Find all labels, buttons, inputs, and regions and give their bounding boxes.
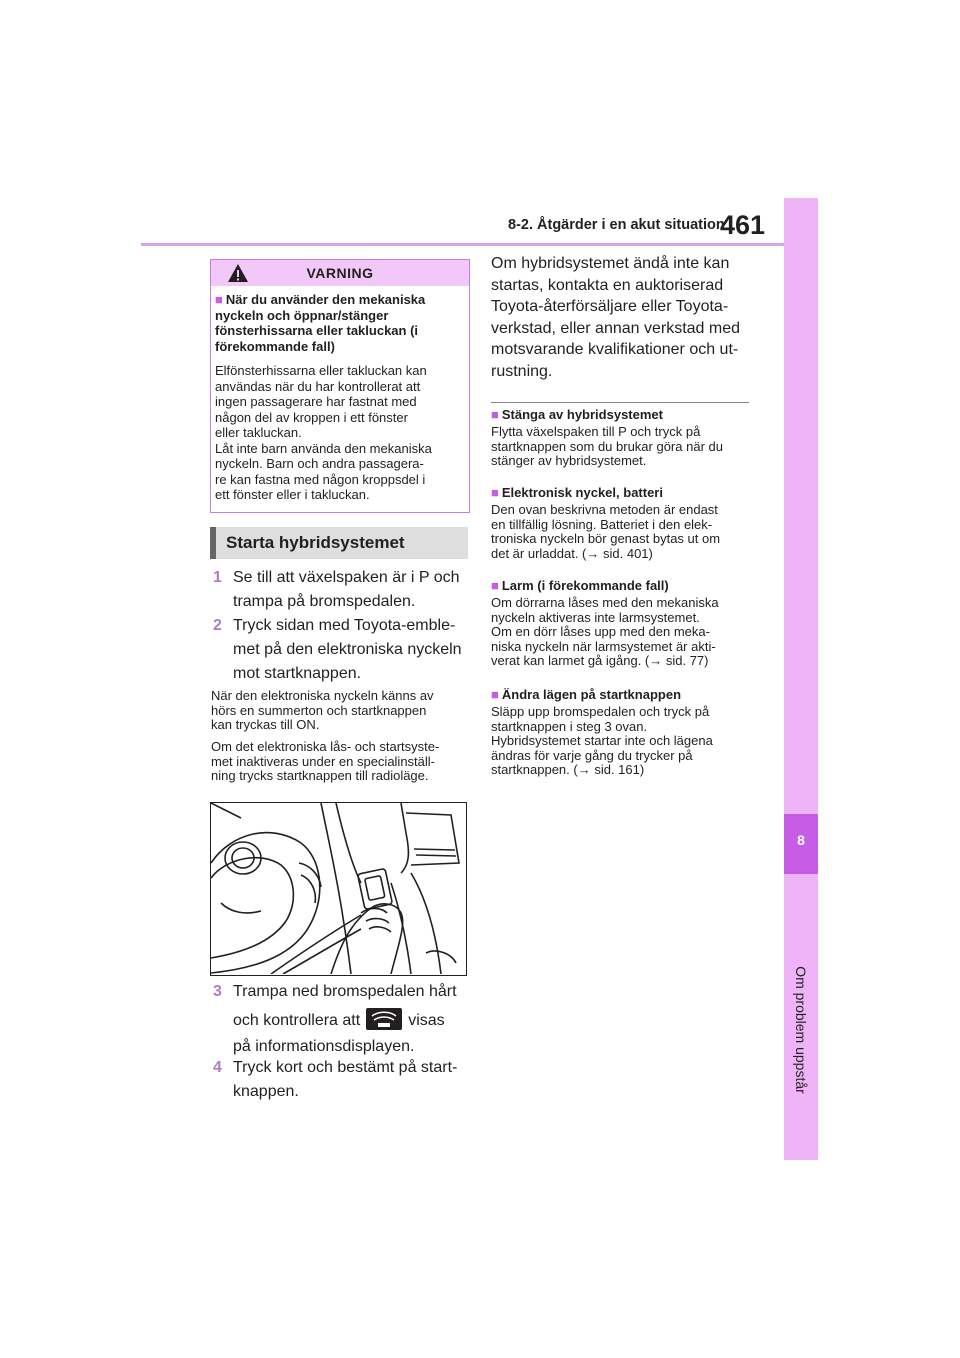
step-4: 4 Tryck kort och bestämt på start- knappen. bbox=[213, 1059, 458, 1100]
steering-wheel-illustration bbox=[211, 803, 465, 974]
step-2: 2 Tryck sidan med Toyota-emble- met på den elektroniska nyckeln mot startknappen. bbox=[213, 617, 462, 682]
note-custom-setting: Om det elektroniska lås- och startsyste- met inaktiveras under en specialinställ- ning trycks startknappen till radioläge. bbox=[211, 739, 440, 783]
note-key-detected: När den elektroniska nyckeln känns av hörs en summerton och startknappen kan tryckas till ON. bbox=[211, 688, 434, 732]
bullet-square-icon: ■ bbox=[215, 292, 223, 307]
illustration-key-to-start-button bbox=[210, 802, 467, 976]
chapter-number: 8 bbox=[797, 832, 805, 848]
bullet-square-icon: ■ bbox=[491, 485, 499, 500]
right-section-start-modes: ■ Ändra lägen på startknappen Släpp upp bromspedalen och tryck på startknappen i steg 3 ovan. Hybridsystemet startar inte och lägena ändras för varje gång du trycker på startknappen. (→ sid. 161) bbox=[491, 687, 713, 777]
right-section-key-battery: ■ Elektronisk nyckel, batteri Den ovan beskrivna metoden är endast en tillfällig lösning. Batteriet i den elek- troniska nyckeln bör genast bytas ut om det är urladdat. (→ sid. 401) bbox=[491, 485, 721, 561]
page-number: 461 bbox=[720, 210, 766, 240]
right-divider bbox=[491, 402, 749, 403]
step-1: 1 Se till att växelspaken är i P och trampa på bromspedalen. bbox=[213, 569, 460, 610]
right-section-alarm: ■ Larm (i förekommande fall) Om dörrarna låses med den mekaniska nyckeln aktiveras inte larmsystemet. Om en dörr låses upp med den meka- niska nyckeln när larmsystemet är akti- verat kan larmet gå igång. (→ sid. 77) bbox=[491, 578, 719, 668]
section-header: 8-2. Åtgärder i en akut situation bbox=[508, 217, 725, 233]
step-3: 3 Trampa ned bromspedalen hårt och kontrollera att visas på informationsdisplayen. bbox=[213, 983, 457, 1055]
right-section-stop-hybrid: ■ Stänga av hybridsystemet Flytta växelspaken till P och tryck på startknappen som du brukar göra när du stänger av hybridsystemet. bbox=[491, 407, 723, 468]
right-intro-paragraph: Om hybridsystemet ändå inte kan startas, kontakta en auktoriserad Toyota-återförsäljare eller Toyota- verkstad, eller annan verkstad med motsvarande kvalifikationer och ut- rustning. bbox=[491, 255, 741, 380]
warning-title: VARNING bbox=[306, 265, 374, 281]
header-divider bbox=[141, 243, 784, 246]
brake-indicator-icon bbox=[366, 1008, 402, 1030]
bullet-square-icon: ■ bbox=[491, 578, 499, 593]
warning-header bbox=[211, 260, 469, 286]
warning-body: Elfönsterhissarna eller takluckan kan användas när du har kontrollerat att ingen passagerare har fastnat med någon del av kroppen i ett fönster eller takluckan. Låt inte barn använda den mekaniska nyckeln. Barn och andra passagera- re kan fastna med någon kroppsdel i ett fönster eller i takluckan. bbox=[215, 363, 432, 502]
warning-subheading: ■ När du använder den mekaniska nyckeln och öppnar/stänger fönsterhissarna eller takluckan (i förekommande fall) bbox=[215, 292, 426, 354]
chapter-label: Om problem uppstår bbox=[793, 966, 809, 1094]
section-heading bbox=[210, 527, 468, 559]
bullet-square-icon: ■ bbox=[491, 407, 499, 422]
section-title: Starta hybridsystemet bbox=[226, 533, 405, 552]
warning-box bbox=[210, 259, 470, 513]
bullet-square-icon: ■ bbox=[491, 687, 499, 702]
